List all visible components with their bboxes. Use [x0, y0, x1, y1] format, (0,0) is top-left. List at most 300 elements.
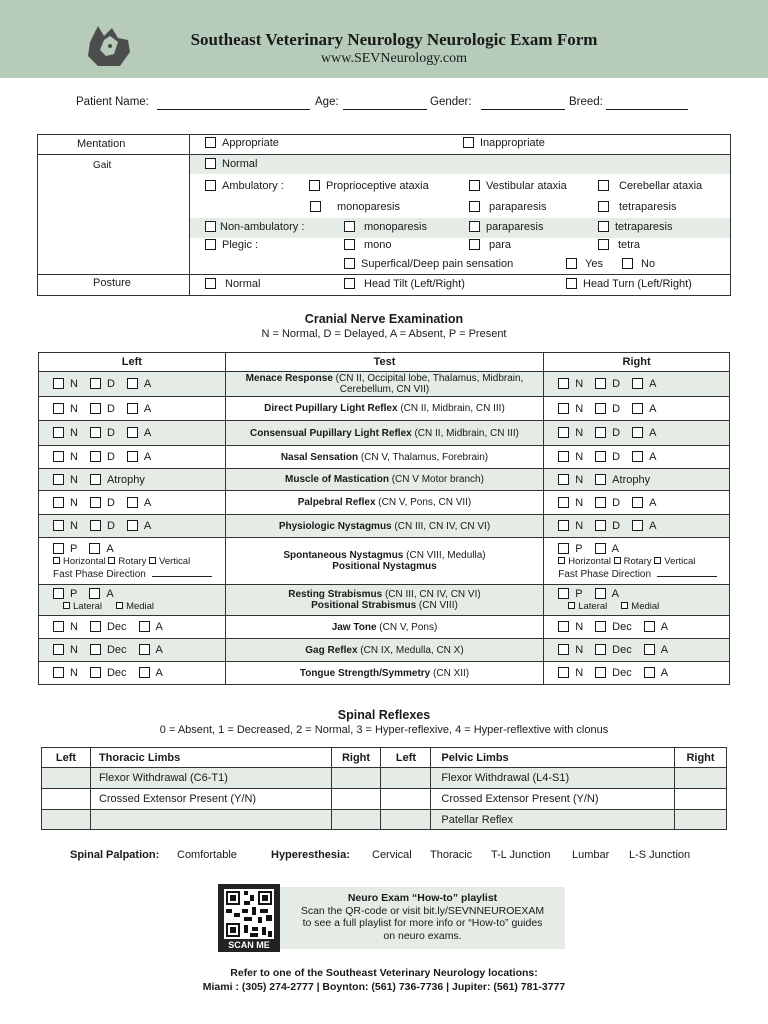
monoparesis-label: monoparesis — [364, 221, 427, 233]
checkbox[interactable] — [469, 180, 480, 191]
checkbox[interactable] — [558, 427, 569, 438]
checkbox[interactable] — [595, 621, 606, 632]
checkbox[interactable] — [90, 644, 101, 655]
normal-label: N — [70, 667, 78, 679]
checkbox[interactable] — [469, 239, 480, 250]
table-row — [39, 639, 730, 662]
delayed-option[interactable] — [595, 451, 620, 463]
posture-normal-option[interactable] — [205, 278, 260, 290]
howto-playlist-box — [280, 887, 565, 949]
patient-name-field[interactable] — [157, 109, 310, 110]
checkbox[interactable] — [344, 221, 355, 232]
checkbox[interactable] — [558, 667, 569, 678]
checkbox[interactable] — [622, 258, 633, 269]
checkbox[interactable] — [595, 451, 606, 462]
absent-option[interactable] — [127, 378, 151, 390]
normal-label: N — [575, 473, 584, 486]
delayed-label: D — [106, 451, 115, 463]
checkbox[interactable] — [149, 557, 156, 564]
rotary-label: Rotary — [623, 556, 652, 567]
plegic-label: Plegic : — [222, 239, 259, 251]
absent-option[interactable] — [89, 588, 113, 601]
flexor-thoracic-left-cell[interactable] — [42, 768, 91, 789]
patellar-right-cell[interactable] — [675, 810, 727, 830]
checkbox[interactable] — [139, 621, 150, 632]
pain-no-option[interactable] — [622, 258, 655, 270]
absent-label: A — [106, 587, 114, 600]
checkbox[interactable] — [127, 451, 138, 462]
checkbox[interactable] — [205, 221, 216, 232]
absent-option[interactable] — [139, 644, 163, 656]
delayed-option[interactable] — [595, 403, 620, 415]
region-ls-junction[interactable]: L-S Junction — [629, 849, 691, 861]
absent-option[interactable] — [632, 403, 656, 415]
absent-option[interactable] — [127, 520, 151, 532]
checkbox[interactable] — [644, 644, 655, 655]
checkbox[interactable] — [558, 557, 565, 564]
vestibular-ataxia-option[interactable] — [469, 180, 567, 192]
checkbox[interactable] — [205, 239, 216, 250]
checkbox[interactable] — [205, 137, 216, 148]
vestibular-label: Vestibular ataxia — [486, 180, 567, 192]
normal-option[interactable] — [53, 427, 78, 439]
breed-field[interactable] — [606, 109, 688, 110]
left-cell — [39, 515, 226, 538]
checkbox[interactable] — [127, 378, 138, 389]
left-cell — [39, 662, 226, 685]
absent-option[interactable] — [89, 543, 113, 556]
normal-option[interactable] — [558, 474, 583, 486]
delayed-option[interactable] — [90, 520, 115, 532]
checkbox[interactable] — [89, 543, 100, 554]
normal-option[interactable] — [53, 451, 78, 463]
checkbox[interactable] — [127, 520, 138, 531]
posture-label: Posture — [93, 277, 131, 289]
gait-normal-label: Normal — [222, 158, 258, 170]
checkbox[interactable] — [558, 474, 569, 485]
decreased-option[interactable] — [595, 667, 632, 679]
checkbox[interactable] — [595, 520, 606, 531]
cerebellar-ataxia-option[interactable] — [598, 180, 702, 192]
spinal-palpation-value[interactable]: Comfortable — [177, 849, 237, 861]
test-cell — [225, 446, 543, 469]
test-cell — [225, 639, 543, 662]
checkbox[interactable] — [53, 557, 60, 564]
absent-option[interactable] — [632, 497, 656, 509]
delayed-option[interactable] — [595, 497, 620, 509]
normal-option[interactable] — [558, 621, 583, 633]
checkbox[interactable] — [598, 239, 609, 250]
absent-option[interactable] — [127, 451, 151, 463]
checkbox[interactable] — [595, 378, 606, 389]
present-option[interactable] — [558, 588, 582, 601]
normal-option[interactable] — [53, 621, 78, 633]
region-cervical[interactable]: Cervical — [372, 849, 412, 861]
head-turn-label: Head Turn (Left/Right) — [583, 278, 692, 290]
checkbox[interactable] — [309, 180, 320, 191]
checkbox[interactable] — [90, 667, 101, 678]
absent-option[interactable] — [644, 667, 668, 679]
normal-option[interactable] — [558, 451, 583, 463]
head-turn-option[interactable] — [566, 278, 692, 290]
checkbox[interactable] — [595, 474, 606, 485]
medial-option[interactable] — [621, 601, 659, 612]
qr-code-icon — [224, 889, 274, 939]
checkbox[interactable] — [139, 667, 150, 678]
delayed-option[interactable] — [90, 403, 115, 415]
decreased-option[interactable] — [90, 667, 127, 679]
plegic-option[interactable] — [205, 239, 258, 251]
absent-label: A — [143, 451, 152, 463]
delayed-label: D — [612, 378, 621, 390]
vertical-option[interactable] — [654, 556, 695, 567]
checkbox[interactable] — [469, 221, 480, 232]
right-cell — [544, 616, 730, 639]
ambulatory-paraparesis-option[interactable] — [469, 201, 546, 213]
checkbox[interactable] — [614, 557, 621, 564]
flexor-thoracic-label: Flexor Withdrawal (C6-T1) — [90, 768, 331, 789]
test-detail: (CN V, Pons, CN VII) — [375, 497, 472, 508]
table-header-row — [42, 748, 727, 768]
checkbox[interactable] — [558, 588, 569, 599]
age-field[interactable] — [343, 109, 427, 110]
normal-option[interactable] — [558, 667, 583, 679]
checkbox[interactable] — [621, 602, 628, 609]
checkbox[interactable] — [53, 451, 64, 462]
absent-option[interactable] — [127, 403, 151, 415]
absent-label: A — [143, 402, 152, 415]
spinal-reflexes-title: Spinal Reflexes — [337, 708, 431, 722]
region-tl-junction[interactable]: T-L Junction — [491, 849, 551, 861]
table-row — [39, 421, 730, 446]
checkbox[interactable] — [53, 427, 64, 438]
rotary-label: Rotary — [118, 556, 147, 567]
test-name: Resting Strabismus — [288, 589, 383, 600]
flexor-pelvic-right-cell[interactable] — [675, 768, 727, 789]
normal-option[interactable] — [53, 497, 78, 509]
checkbox[interactable] — [598, 201, 609, 212]
checkbox[interactable] — [632, 403, 643, 414]
absent-label: A — [649, 520, 657, 532]
checkbox[interactable] — [53, 588, 64, 599]
normal-option[interactable] — [53, 644, 78, 656]
atrophy-label: Atrophy — [106, 473, 145, 486]
mentation-inappropriate-option[interactable] — [463, 137, 545, 149]
checkbox[interactable] — [632, 520, 643, 531]
horizontal-option[interactable] — [558, 556, 611, 567]
checkbox[interactable] — [469, 201, 480, 212]
rotary-option[interactable] — [108, 556, 146, 567]
test-cell — [225, 616, 543, 639]
right-cell — [544, 639, 730, 662]
decreased-option[interactable] — [595, 621, 632, 633]
present-option[interactable] — [558, 543, 582, 556]
proprioceptive-ataxia-option[interactable] — [309, 180, 429, 192]
checkbox[interactable] — [558, 621, 569, 632]
checkbox[interactable] — [90, 621, 101, 632]
checkbox[interactable] — [344, 239, 355, 250]
absent-option[interactable] — [644, 621, 668, 633]
normal-option[interactable] — [558, 427, 583, 439]
fast-phase-label: Fast Phase Direction — [53, 569, 146, 580]
normal-label: N — [575, 378, 584, 390]
monoparesis-label: monoparesis — [337, 201, 400, 213]
checkbox[interactable] — [127, 497, 138, 508]
present-option[interactable] — [53, 588, 77, 601]
lateral-option[interactable] — [568, 601, 607, 612]
checkbox[interactable] — [595, 403, 606, 414]
checkbox[interactable] — [344, 258, 355, 269]
checkbox[interactable] — [53, 621, 64, 632]
delayed-option[interactable] — [90, 427, 115, 439]
empty-cell — [42, 810, 91, 830]
absent-label: A — [611, 587, 619, 600]
checkbox[interactable] — [344, 278, 355, 289]
absent-option[interactable] — [632, 427, 656, 439]
pain-sensation-option[interactable] — [344, 258, 513, 270]
normal-option[interactable] — [558, 520, 583, 532]
table-row — [39, 585, 730, 616]
checkbox[interactable] — [558, 520, 569, 531]
checkbox[interactable] — [53, 403, 64, 414]
test-detail: (CN XII) — [430, 667, 470, 679]
checkbox[interactable] — [205, 158, 216, 169]
checkbox[interactable] — [53, 667, 64, 678]
checkbox[interactable] — [595, 588, 606, 599]
checkbox[interactable] — [53, 378, 64, 389]
normal-option[interactable] — [558, 644, 583, 656]
test-name: Spontaneous Nystagmus — [283, 550, 404, 561]
plegic-para-option[interactable] — [469, 239, 511, 251]
normal-option[interactable] — [53, 474, 78, 486]
normal-label: N — [70, 402, 78, 415]
delayed-label: D — [612, 451, 621, 463]
test-name: Palpebral Reflex — [297, 497, 376, 508]
normal-option[interactable] — [53, 403, 78, 415]
checkbox[interactable] — [558, 403, 569, 414]
normal-option[interactable] — [558, 403, 583, 415]
plegic-tetra-option[interactable] — [598, 239, 640, 251]
checkbox[interactable] — [127, 427, 138, 438]
vertical-option[interactable] — [149, 556, 190, 567]
absent-option[interactable] — [139, 621, 163, 633]
delayed-option[interactable] — [90, 497, 115, 509]
head-tilt-label: Head Tilt (Left/Right) — [364, 278, 465, 290]
website-url[interactable]: www.SEVNeurology.com — [321, 51, 467, 66]
mentation-label: Mentation — [77, 138, 126, 150]
table-row — [42, 768, 727, 789]
decreased-label: Dec — [106, 644, 127, 656]
test-cell — [225, 662, 543, 685]
checkbox[interactable] — [89, 588, 100, 599]
nonamb-monoparesis-option[interactable] — [344, 221, 427, 233]
crossed-thoracic-left-cell[interactable] — [42, 789, 91, 810]
gait-normal-option[interactable] — [205, 158, 257, 170]
checkbox[interactable] — [108, 557, 115, 564]
normal-label: N — [575, 402, 584, 415]
ambulatory-option[interactable] — [205, 180, 284, 192]
fast-phase-field[interactable] — [152, 568, 212, 577]
qr-code-badge[interactable] — [218, 884, 280, 952]
region-thoracic[interactable]: Thoracic — [430, 849, 473, 861]
checkbox[interactable] — [558, 451, 569, 462]
atrophy-option[interactable] — [595, 474, 650, 486]
gait-label: Gait — [93, 160, 112, 171]
checkbox[interactable] — [595, 497, 606, 508]
checkbox[interactable] — [558, 644, 569, 655]
mentation-appropriate-option[interactable] — [205, 137, 279, 149]
absent-option[interactable] — [632, 451, 656, 463]
checkbox[interactable] — [205, 180, 216, 191]
checkbox[interactable] — [53, 520, 64, 531]
checkbox[interactable] — [90, 427, 101, 438]
horizontal-label: Horizontal — [63, 556, 106, 567]
checkbox[interactable] — [644, 621, 655, 632]
gender-field[interactable] — [481, 109, 565, 110]
decreased-label: Dec — [106, 621, 127, 633]
checkbox[interactable] — [90, 451, 101, 462]
absent-option[interactable] — [127, 497, 151, 509]
absent-option[interactable] — [595, 543, 619, 556]
decreased-option[interactable] — [90, 644, 127, 656]
checkbox[interactable] — [632, 451, 643, 462]
checkbox[interactable] — [90, 497, 101, 508]
col-test-header: Test — [225, 353, 543, 372]
checkbox[interactable] — [558, 378, 569, 389]
normal-label: N — [70, 644, 78, 656]
spinal-reflexes-legend: 0 = Absent, 1 = Decreased, 2 = Normal, 3 = Hyper-reflexive, 4 = Hyper-reflextive with clonus — [159, 724, 609, 736]
medial-option[interactable] — [116, 601, 154, 612]
pain-yes-option[interactable] — [566, 258, 603, 270]
checkbox[interactable] — [310, 201, 321, 212]
absent-label: A — [649, 427, 657, 439]
checkbox[interactable] — [90, 474, 101, 485]
checkbox[interactable] — [558, 497, 569, 508]
delayed-option[interactable] — [90, 378, 115, 390]
head-tilt-option[interactable] — [344, 278, 465, 290]
test-detail: (CN III, CN IV, CN VI) — [391, 520, 491, 532]
crossed-pelvic-right-cell[interactable] — [675, 789, 727, 810]
atrophy-option[interactable] — [90, 474, 145, 486]
delayed-option[interactable] — [595, 427, 620, 439]
checkbox[interactable] — [566, 278, 577, 289]
absent-option[interactable] — [644, 644, 668, 656]
thoracic-right-header: Right — [331, 748, 381, 768]
checkbox[interactable] — [53, 497, 64, 508]
lateral-option[interactable] — [63, 601, 102, 612]
fast-phase-field[interactable] — [657, 568, 717, 577]
plegic-mono-option[interactable] — [344, 239, 392, 251]
ambulatory-monoparesis-option[interactable] — [310, 201, 400, 213]
absent-label: A — [143, 427, 152, 439]
delayed-option[interactable] — [90, 451, 115, 463]
checkbox[interactable] — [139, 644, 150, 655]
checkbox[interactable] — [595, 543, 606, 554]
ambulatory-tetraparesis-option[interactable] — [598, 201, 676, 213]
present-label: P — [70, 587, 78, 600]
absent-label: A — [143, 496, 152, 509]
checkbox[interactable] — [53, 644, 64, 655]
posture-normal-label: Normal — [225, 278, 261, 290]
absent-label: A — [660, 644, 669, 656]
absent-option[interactable] — [632, 378, 656, 390]
decreased-label: Dec — [106, 667, 127, 679]
checkbox[interactable] — [116, 602, 123, 609]
delayed-option[interactable] — [595, 520, 620, 532]
absent-label: A — [660, 667, 669, 679]
checkbox[interactable] — [598, 221, 609, 232]
checkbox[interactable] — [595, 644, 606, 655]
delayed-option[interactable] — [595, 378, 620, 390]
checkbox[interactable] — [632, 427, 643, 438]
checkbox[interactable] — [595, 667, 606, 678]
test-detail: (CN II, Occipital lobe, Thalamus, Midbrain, Cerebellum, CN VII) — [332, 373, 524, 395]
non-ambulatory-option[interactable] — [205, 221, 304, 233]
normal-option[interactable] — [53, 378, 78, 390]
checkbox[interactable] — [90, 403, 101, 414]
checkbox[interactable] — [63, 602, 70, 609]
present-label: P — [70, 543, 78, 555]
checkbox[interactable] — [595, 427, 606, 438]
rotary-option[interactable] — [614, 556, 652, 567]
checkbox[interactable] — [53, 543, 64, 554]
flexor-pelvic-left-cell[interactable] — [381, 768, 431, 789]
table-row — [42, 810, 727, 830]
flexor-thoracic-right-cell[interactable] — [331, 768, 381, 789]
normal-option[interactable] — [53, 667, 78, 679]
normal-option[interactable] — [558, 378, 583, 390]
checkbox[interactable] — [598, 180, 609, 191]
absent-option[interactable] — [595, 588, 619, 601]
present-option[interactable] — [53, 543, 77, 556]
left-cell — [39, 469, 226, 491]
cerebellar-label: Cerebellar ataxia — [619, 180, 703, 192]
checkbox[interactable] — [644, 667, 655, 678]
checkbox[interactable] — [463, 137, 474, 148]
decreased-option[interactable] — [595, 644, 632, 656]
checkbox[interactable] — [568, 602, 575, 609]
normal-option[interactable] — [558, 497, 583, 509]
checkbox[interactable] — [654, 557, 661, 564]
checkbox[interactable] — [127, 403, 138, 414]
nonamb-tetraparesis-option[interactable] — [598, 221, 672, 233]
crossed-thoracic-right-cell[interactable] — [331, 789, 381, 810]
checkbox[interactable] — [90, 520, 101, 531]
absent-option[interactable] — [139, 667, 163, 679]
horizontal-option[interactable] — [53, 556, 106, 567]
checkbox[interactable] — [90, 378, 101, 389]
checkbox[interactable] — [53, 474, 64, 485]
checkbox[interactable] — [558, 543, 569, 554]
test-name: Muscle of Mastication — [285, 474, 389, 485]
para-label: para — [489, 239, 512, 251]
normal-option[interactable] — [53, 520, 78, 532]
checkbox[interactable] — [205, 278, 216, 289]
checkbox[interactable] — [632, 378, 643, 389]
decreased-option[interactable] — [90, 621, 127, 633]
crossed-pelvic-left-cell[interactable] — [381, 789, 431, 810]
proprioceptive-label: Proprioceptive ataxia — [326, 180, 429, 192]
checkbox[interactable] — [632, 497, 643, 508]
present-label: P — [575, 587, 583, 600]
region-lumbar[interactable]: Lumbar — [572, 849, 610, 861]
absent-option[interactable] — [127, 427, 151, 439]
absent-option[interactable] — [632, 520, 656, 532]
test-name: Nasal Sensation — [280, 451, 359, 463]
nonamb-paraparesis-option[interactable] — [469, 221, 543, 233]
checkbox[interactable] — [566, 258, 577, 269]
patellar-left-cell[interactable] — [381, 810, 431, 830]
